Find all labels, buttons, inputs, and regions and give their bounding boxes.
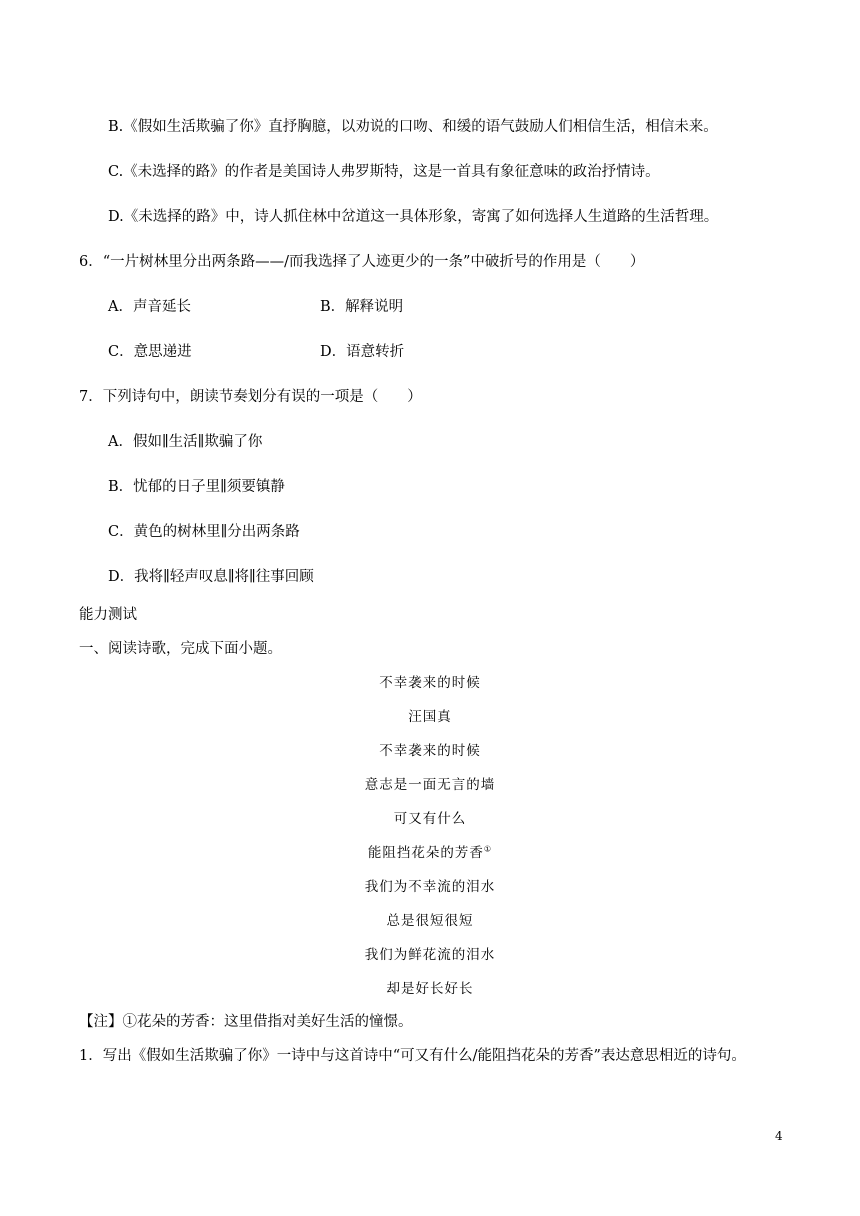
- poem-author: 汪国真: [408, 709, 452, 725]
- option-7c: C．黄色的树林里∥分出两条路: [108, 524, 300, 540]
- poem-note: 【注】①花朵的芳香：这里借指对美好生活的憧憬。: [79, 1014, 413, 1030]
- option-6a: A．声音延长: [108, 299, 191, 315]
- question-7-stem: 7．下列诗句中，朗读节奏划分有误的一项是（ ）: [79, 389, 422, 405]
- part-one-heading: 一、阅读诗歌，完成下面小题。: [79, 641, 282, 657]
- option-5c: C.《未选择的路》的作者是美国诗人弗罗斯特，这是一首具有象征意味的政治抒情诗。: [108, 164, 660, 180]
- question-1-stem: 1．写出《假如生活欺骗了你》一诗中与这首诗中“可又有什么/能阻挡花朵的芳香”表达意思相近的诗句。: [79, 1048, 746, 1064]
- poem-line: 我们为鲜花流的泪水: [364, 947, 496, 963]
- option-6b: B．解释说明: [320, 299, 404, 315]
- poem-line: 意志是一面无言的墙: [364, 777, 496, 793]
- poem-title: 不幸袭来的时候: [379, 675, 481, 691]
- poem-line: 不幸袭来的时候: [379, 743, 481, 759]
- page-number: 4: [775, 1129, 783, 1143]
- option-7b: B．忧郁的日子里∥须要镇静: [108, 479, 285, 495]
- poem-line: 我们为不幸流的泪水: [364, 879, 496, 895]
- option-5d: D.《未选择的路》中，诗人抓住林中岔道这一具体形象，寄寓了如何选择人生道路的生活哲理。: [108, 209, 719, 225]
- footnote-mark: ①: [483, 844, 493, 854]
- option-7a: A．假如∥生活∥欺骗了你: [108, 434, 263, 450]
- option-7d: D．我将∥轻声叹息∥将∥往事回顾: [108, 569, 314, 585]
- option-6c: C．意思递进: [108, 344, 192, 360]
- question-6-stem: 6．“一片树林里分出两条路——/而我选择了人迹更少的一条”中破折号的作用是（ ）: [79, 254, 645, 270]
- section-title: 能力测试: [79, 607, 137, 623]
- option-5b: B.《假如生活欺骗了你》直抒胸臆，以劝说的口吻、和缓的语气鼓励人们相信生活，相信未来。: [108, 119, 718, 135]
- poem-line: 却是好长好长: [386, 981, 474, 997]
- option-6d: D．语意转折: [320, 344, 405, 360]
- poem-line-text: 能阻挡花朵的芳香: [367, 845, 484, 861]
- poem-line: 总是很短很短: [386, 913, 474, 929]
- poem-line: 可又有什么: [393, 811, 467, 827]
- poem-line-with-note: [0, 843, 860, 863]
